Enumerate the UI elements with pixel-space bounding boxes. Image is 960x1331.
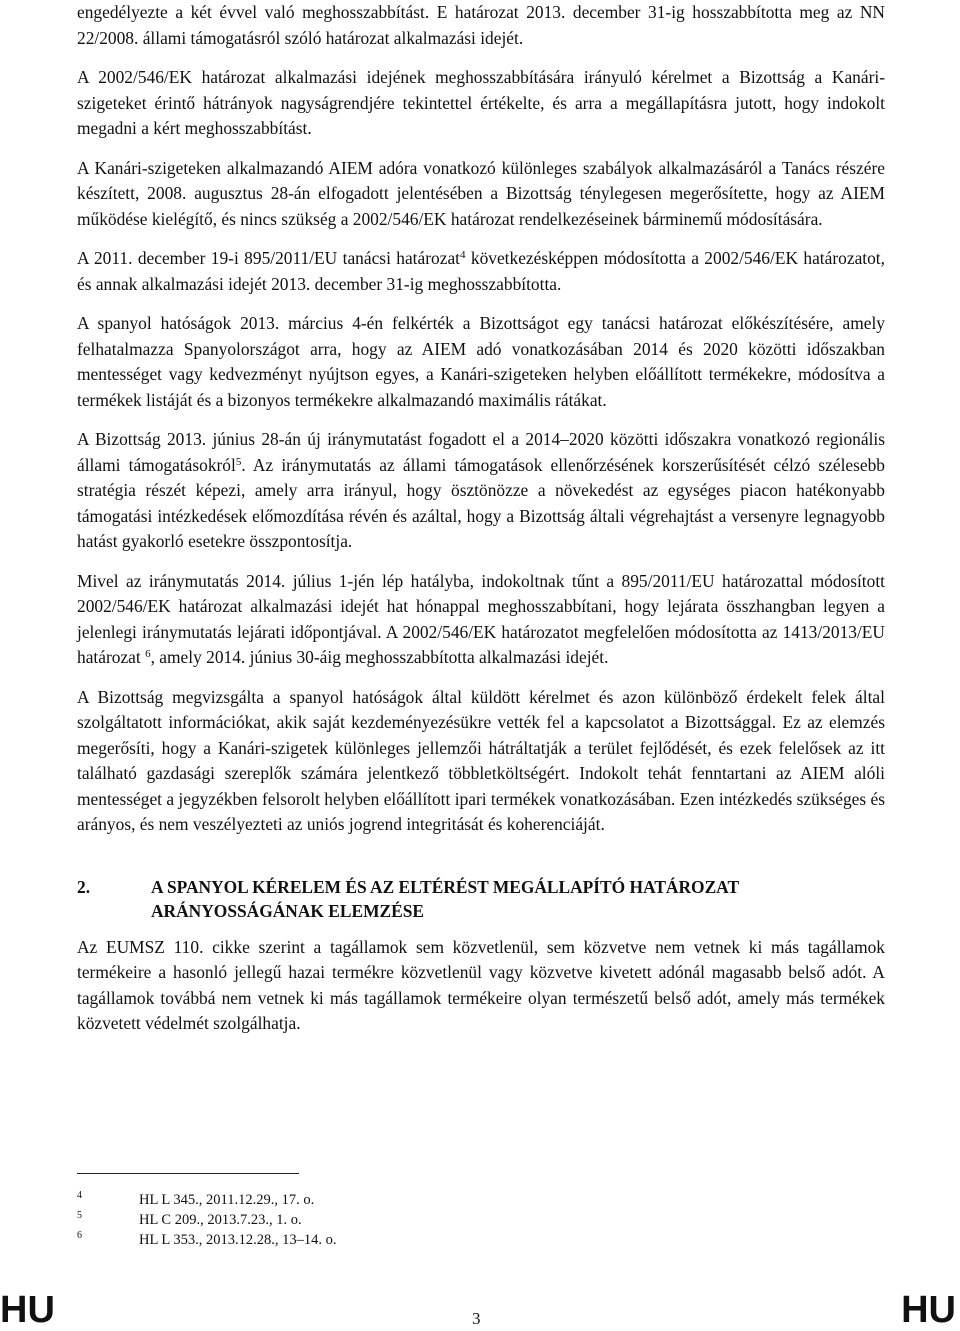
footnote-number: 6 bbox=[77, 1230, 82, 1241]
language-code-right: HU bbox=[901, 1289, 956, 1331]
footnote bbox=[77, 1210, 677, 1230]
paragraph bbox=[77, 246, 885, 297]
paragraph: A Kanári-szigeteken alkalmazandó AIEM adóra vonatkozó különleges szabályok alkalmazásáról a Tanács részére készített, 2008. augusztus 28-án elfogadott jelentésében a Bizottság ténylegesen megerősítette, hogy az AIEM működése kielégítő, és nincs szükség a 2002/546/EK határozat rendelkezéseinek bárminemű módosítására. bbox=[77, 157, 885, 229]
footnote bbox=[77, 1190, 677, 1210]
paragraph-text: A Bizottság 2013. június 28-án új iránymutatást fogadott el a 2014–2020 közötti időszakra vonatkozó regionális állami támogatásokról bbox=[77, 429, 885, 475]
section-title-line: ARÁNYOSSÁGÁNAK ELEMZÉSE bbox=[151, 900, 424, 921]
document-body bbox=[77, 0, 885, 1037]
paragraph: Az EUMSZ 110. cikke szerint a tagállamok sem közvetlenül, sem közvetve nem vetnek ki más tagállamok termékeire a hasonló jellegű hazai termékre közvetlenül vagy közvetve kivetett adónál magasabb belső adót. A tagállamok továbbá nem vetnek ki más tagállamok termékeire olyan természetű belső adót, amely más termékek közvetett védelmét szolgálhatja. bbox=[77, 936, 885, 1033]
footnotes bbox=[77, 1190, 677, 1250]
footnote-text: HL C 209., 2013.7.23., 1. o. bbox=[139, 1212, 302, 1228]
footnote-number: 5 bbox=[77, 1210, 82, 1221]
paragraph: engedélyezte a két évvel való meghosszabbítást. E határozat 2013. december 31-ig hosszabbította meg az NN 22/2008. állami támogatásról szóló határozat alkalmazási idejét. bbox=[77, 2, 885, 48]
section-title-line: A SPANYOL KÉRELEM ÉS AZ ELTÉRÉST MEGÁLLAPÍTÓ HATÁROZAT bbox=[151, 876, 740, 897]
paragraph-text: . Az iránymutatás az állami támogatások ellenőrzésének korszerűsítését célzó szélesebb stratégia részét képezi, amely arra irányul, hogy ösztönözze a növekedést az egységes piacon hatékonyabb támogatási intézkedések előmozdítása révén és azáltal, hogy a Bizottság általi végrehajtást a versenyre legnagyobb hatást gyakorló esetekre összpontosítja. bbox=[77, 454, 885, 551]
section-heading bbox=[77, 875, 885, 923]
paragraph bbox=[77, 569, 885, 671]
footnote-ref: 4 bbox=[460, 249, 466, 261]
page-number: 3 bbox=[472, 1309, 481, 1328]
paragraph-text: következésképpen módosította a 2002/546/EK határozatot, és annak alkalmazási idejét 2013. december 31-ig meghosszabbította. bbox=[77, 248, 885, 294]
paragraph: A Bizottság megvizsgálta a spanyol hatóságok által küldött kérelmet és azon különböző érdekelt felek által szolgáltatott információkat, akik saját kezdeményezésükre vették fel a kapcsolatot a Bizottsággal. Ez az elemzés megerősíti, hogy a Kanári-szigetek különleges jellemzői hátráltatják a terület fejlődését, és ezek felelősek az itt található gazdasági szereplők számára jelentkező többletköltségért. Indokolt tehát fenntartani az AIEM alóli mentességet a jegyzékben felsorolt helyben előállított ipari termékek vonatkozásában. Ezen intézkedés szükséges és arányos, és nem veszélyezteti az uniós jogrend integritását és koherenciáját. bbox=[77, 686, 885, 834]
language-code-left: HU bbox=[0, 1289, 55, 1331]
paragraph-text: , amely 2014. június 30-áig meghosszabbította alkalmazási idejét. bbox=[150, 647, 609, 667]
paragraph: A 2002/546/EK határozat alkalmazási idejének meghosszabbítására irányuló kérelmet a Bizottság a Kanári-szigeteket érintő hátrányok nagyságrendjére tekintettel értékelte, és arra a megállapításra jutott, hogy indokolt megadni a kért meghosszabbítást. bbox=[77, 67, 885, 138]
paragraph-text: A 2011. december 19-i 895/2011/EU tanácsi határozat bbox=[77, 248, 460, 268]
footnote-text: HL L 345., 2011.12.29., 17. o. bbox=[139, 1192, 315, 1208]
footnote-number: 4 bbox=[77, 1190, 82, 1201]
page-footer bbox=[0, 1290, 960, 1330]
section-number: 2. bbox=[77, 876, 91, 897]
footnote-ref: 5 bbox=[235, 455, 242, 468]
paragraph: A spanyol hatóságok 2013. március 4-én felkérték a Bizottságot egy tanácsi határozat előkészítésére, amely felhatalmazza Spanyolországot arra, hogy az AIEM adó vonatkozásában 2014 és 2020 közötti időszakban mentességet vagy kedvezményt nyújtson egyes, a Kanári-szigeteken helyben előállított termékekre, módosítva a termékek listáját és a bizonyos termékekre alkalmazandó maximális rátákat. bbox=[77, 313, 885, 410]
paragraph bbox=[77, 427, 885, 555]
footnote-separator bbox=[77, 1173, 299, 1174]
footnote-ref: 6 bbox=[145, 648, 151, 660]
section-title bbox=[151, 875, 885, 923]
footnote bbox=[77, 1230, 677, 1250]
footnote-text: HL L 353., 2013.12.28., 13–14. o. bbox=[139, 1232, 337, 1248]
paragraph-text: Mivel az iránymutatás 2014. július 1-jén lép hatályba, indokoltnak tűnt a 895/2011/EU határozattal módosított 2002/546/EK határozat alkalmazási idejét hat hónappal meghosszabbítani, hogy lejárata összhangban legyen a jelenlegi iránymutatás lejárati időpontjával. A 2002/546/EK határozatot megfelelően módosította az 1413/2013/EU határozat bbox=[77, 570, 885, 667]
